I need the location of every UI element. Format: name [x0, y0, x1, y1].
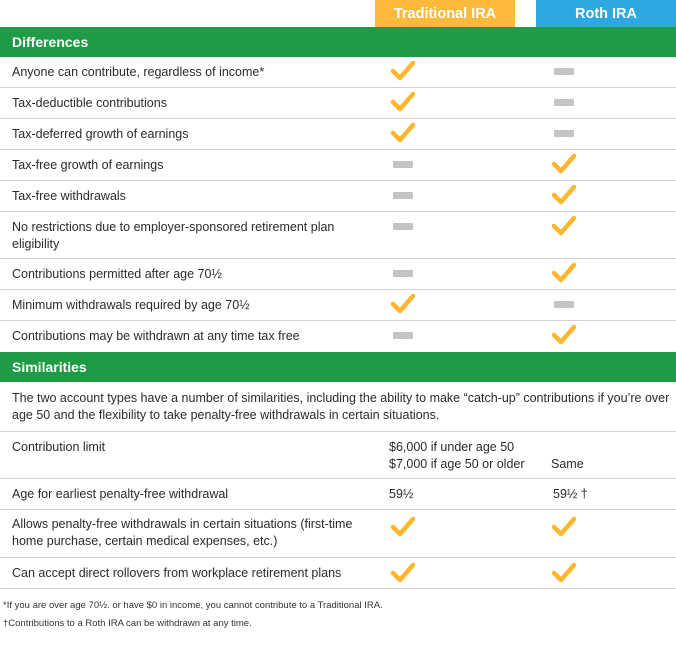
traditional-dash-icon [393, 223, 413, 230]
roth-dash-icon [554, 130, 574, 137]
earliest-age-traditional: 59½ [389, 487, 414, 501]
contribution-limit-traditional-1: $6,000 if under age 50 [389, 440, 515, 454]
difference-label: Tax-deferred growth of earnings [12, 127, 189, 141]
footnote-roth-withdrawal: †Contributions to a Roth IRA can be withdrawn at any time. [3, 618, 252, 629]
traditional-dash-icon [393, 161, 413, 168]
penalty-free-traditional-check-icon [390, 516, 416, 538]
roth-check-icon [551, 184, 577, 206]
earliest-age-row [0, 479, 676, 510]
traditional-check-icon [390, 60, 416, 82]
footnote-income: *If you are over age 70½. or have $0 in income, you cannot contribute to a Traditional IRA. [3, 600, 383, 611]
difference-row [0, 88, 676, 119]
contribution-limit-row [0, 432, 676, 479]
roth-check-icon [551, 215, 577, 237]
traditional-check-icon [390, 91, 416, 113]
roth-ira-header: Roth IRA [536, 0, 676, 27]
difference-row [0, 212, 676, 259]
difference-row [0, 150, 676, 181]
similarities-intro: The two account types have a number of similarities, including the ability to make “catch-up” contributions if you’re over age 50 and the flexibility to take penalty-free withdrawals in certain situations. [12, 391, 670, 422]
difference-row [0, 259, 676, 290]
difference-row [0, 321, 676, 352]
rollovers-traditional-check-icon [390, 562, 416, 584]
similarities-intro-row [0, 382, 676, 432]
difference-row [0, 119, 676, 150]
roth-check-icon [551, 324, 577, 346]
difference-label: Anyone can contribute, regardless of income* [12, 65, 265, 79]
difference-label: Minimum withdrawals required by age 70½ [12, 298, 250, 312]
rollovers-row [0, 558, 676, 589]
difference-label: Tax-free withdrawals [12, 189, 126, 203]
difference-row [0, 181, 676, 212]
contribution-limit-label: Contribution limit [12, 440, 106, 454]
traditional-check-icon [390, 122, 416, 144]
contribution-limit-roth: Same [551, 457, 584, 471]
roth-dash-icon [554, 68, 574, 75]
roth-check-icon [551, 153, 577, 175]
earliest-age-label: Age for earliest penalty-free withdrawal [12, 487, 229, 501]
differences-header: Differences [0, 27, 676, 57]
penalty-free-roth-check-icon [551, 516, 577, 538]
difference-label: Contributions may be withdrawn at any time tax free [12, 329, 300, 343]
traditional-ira-header: Traditional IRA [375, 0, 515, 27]
difference-row [0, 57, 676, 88]
roth-dash-icon [554, 301, 574, 308]
traditional-check-icon [390, 293, 416, 315]
traditional-dash-icon [393, 332, 413, 339]
contribution-limit-traditional-2: $7,000 if age 50 or older [389, 457, 525, 471]
earliest-age-roth: 59½ † [553, 487, 588, 501]
penalty-free-row [0, 510, 676, 558]
penalty-free-label: Allows penalty-free withdrawals in certain situations (first-time home purchase, certain medical expenses, etc.) [12, 517, 353, 548]
similarities-header: Similarities [0, 352, 676, 382]
traditional-dash-icon [393, 270, 413, 277]
difference-row [0, 290, 676, 321]
difference-label: No restrictions due to employer-sponsored retirement plan eligibility [12, 220, 335, 251]
rollovers-label: Can accept direct rollovers from workplace retirement plans [12, 566, 342, 580]
roth-check-icon [551, 262, 577, 284]
traditional-dash-icon [393, 192, 413, 199]
difference-label: Contributions permitted after age 70½ [12, 267, 222, 281]
difference-label: Tax-deductible contributions [12, 96, 167, 110]
rollovers-roth-check-icon [551, 562, 577, 584]
roth-dash-icon [554, 99, 574, 106]
difference-label: Tax-free growth of earnings [12, 158, 164, 172]
